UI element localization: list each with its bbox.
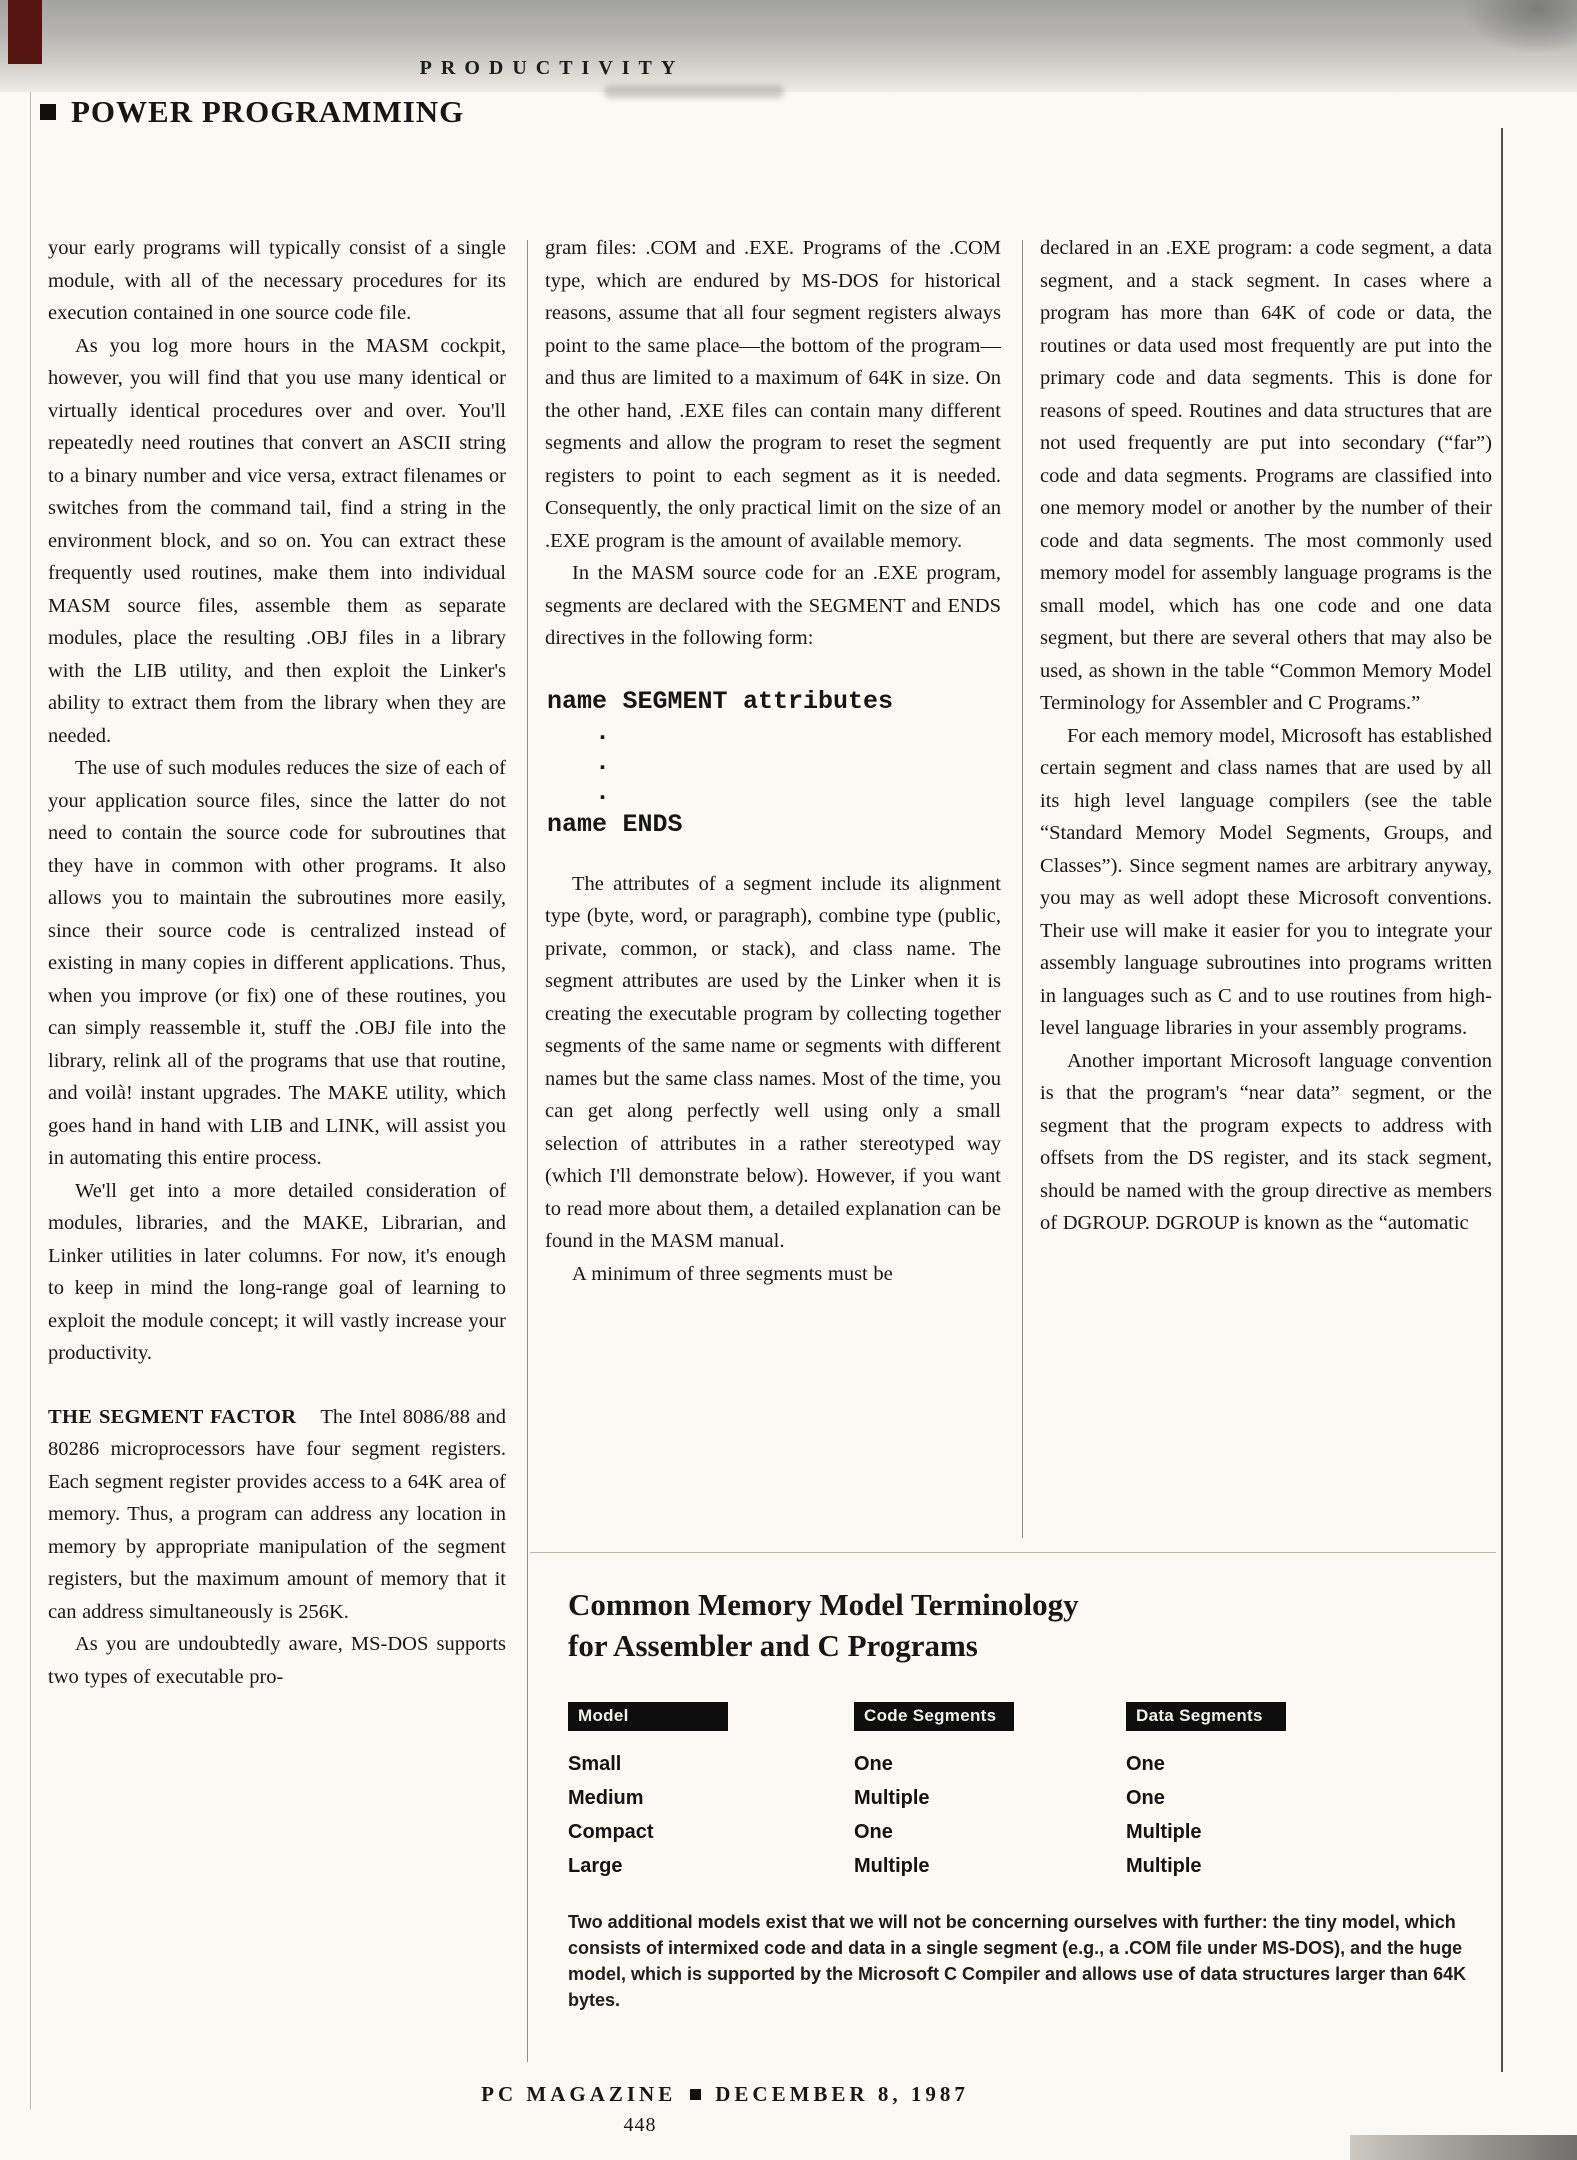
article-column-2 [545, 232, 1001, 1290]
footer-magazine: PC MAGAZINE [481, 2082, 677, 2106]
code-line: . [595, 717, 611, 747]
paragraph: gram files: .COM and .EXE. Programs of the .COM type, which are endured by MS-DOS for historical reasons, assume that all four segment registers always point to the same place—the bottom of the program—and thus are limited to a maximum of 64K in size. On the other hand, .EXE files can contain many different segments and allow the program to reset the segment registers to point to each segment as it is needed. Consequently, the only practical limit on the size of an .EXE program is the amount of available memory. [545, 237, 1001, 552]
cell-data-segments: One [1126, 1787, 1165, 1809]
table-row [568, 1849, 1494, 1883]
cell-data-segments: One [1126, 1753, 1165, 1775]
page-kicker: PRODUCTIVITY [419, 57, 685, 79]
scan-artifact-bottom [1350, 2135, 1577, 2160]
code-line: name ENDS [547, 809, 683, 839]
square-bullet-icon [40, 104, 56, 120]
article-column-1 [48, 232, 506, 1693]
cell-model: Compact [568, 1821, 654, 1843]
memory-model-table [532, 1560, 1494, 2060]
table-header-row [568, 1702, 1494, 1731]
code-line: . [595, 747, 611, 777]
cell-data-segments: Multiple [1126, 1855, 1202, 1877]
paragraph: We'll get into a more detailed consideration of modules, libraries, and the MAKE, Librarian, and Linker utilities in later columns. For now, it's enough to keep in mind the long-range goal of learning to exploit the module concept; it will vastly increase your productivity. [48, 1179, 506, 1364]
gray-blotch-artifact [1462, 0, 1577, 54]
paragraph-text: The Intel 8086/88 and 80286 microprocessors have four segment registers. Each segment register provides access to a 64K area of memory. Thus, a program can address any location in memory by appropriate manipulation of the segment registers, but the maximum amount of memory that it can address simultaneously is 256K. [48, 1405, 506, 1623]
paragraph: A minimum of three segments must be [572, 1262, 893, 1285]
ink-smudge-artifact [604, 85, 784, 98]
runin-heading: THE SEGMENT FACTOR [48, 1405, 297, 1428]
footer-date: DECEMBER 8, 1987 [715, 2082, 969, 2106]
table-row [568, 1781, 1494, 1815]
paragraph: The use of such modules reduces the size of each of your application source files, since the latter do not need to contain the source code for subroutines that they have in common with other programs. It also allows you to maintain the subroutines more easily, since their source code is centralized instead of existing in many copies in different applications. Thus, when you improve (or fix) one of these routines, you can simply reassemble it, stuff the .OBJ file into the library, relink all of the programs that use that routine, and voilà! instant upgrades. The MAKE utility, which goes hand in hand with LIB and LINK, will assist you in automating this entire process. [48, 757, 506, 1169]
paragraph: declared in an .EXE program: a code segment, a data segment, and a stack segment. In cases where a program has more than 64K of code or data, the routines or data used most frequently are put into the primary code and data segments. This is done for reasons of speed. Routines and data structures that are not used frequently are put into secondary (“far”) code and data segments. Programs are classified into one memory model or another by the number of their code and data segments. The most commonly used memory model for assembly language programs is the small model, which has one code and one data segment, but there are several others that may also be used, as shown in the table “Common Memory Model Terminology for Assembler and C Programs.” [1040, 237, 1492, 714]
paragraph: The attributes of a segment include its alignment type (byte, word, or paragraph), combine type (public, private, common, or stack), and class name. The segment attributes are used by the Linker when it is creating the executable program by collecting together segments of the same name or segments with different names but the same class names. Most of the time, you can get along perfectly well using only a small selection of attributes in a rather stereotyped way (which I'll demonstrate below). However, if you want to read more about them, a detailed explanation can be found in the MASM manual. [545, 872, 1001, 1252]
cell-code-segments: One [854, 1821, 893, 1843]
column-rule-1 [527, 240, 528, 2062]
paragraph: For each memory model, Microsoft has established certain segment and class names that are used by all its high level language compilers (see the table “Standard Memory Model Segments, Groups, and Classes”). Since segment names are arbitrary anyway, you may as well adopt these Microsoft conventions. Their use will make it easier for you to integrate your assembly language subroutines into programs written in languages such as C and to use routines from high-level language libraries in your assembly programs. [1040, 724, 1492, 1039]
table-header-data-segments: Data Segments [1126, 1702, 1286, 1731]
section-heading [40, 94, 464, 130]
cell-model: Large [568, 1855, 623, 1877]
section-title: POWER PROGRAMMING [71, 94, 465, 129]
paragraph: As you are undoubtedly aware, MS-DOS supports two types of executable pro- [48, 1633, 506, 1688]
code-line: . [595, 777, 611, 807]
page-footer [60, 2082, 1390, 2107]
table-header-model: Model [568, 1702, 728, 1731]
table-row [568, 1815, 1494, 1849]
table-title [568, 1584, 1494, 1666]
square-bullet-icon [690, 2089, 701, 2100]
table-row [568, 1747, 1494, 1781]
code-line: name SEGMENT attributes [547, 686, 894, 716]
cell-model: Medium [568, 1787, 644, 1809]
article-column-3 [1040, 232, 1492, 1240]
paragraph: your early programs will typically consist of a single module, with all of the necessary procedures for its execution contained in one source code file. [48, 237, 506, 324]
red-strip-artifact [8, 0, 42, 64]
cell-model: Small [568, 1753, 622, 1775]
cell-code-segments: One [854, 1753, 893, 1775]
page-number: 448 [623, 2114, 657, 2136]
paragraph: As you log more hours in the MASM cockpit, however, you will find that you use many identical or virtually identical procedures over and over. You'll repeatedly need routines that convert an ASCII string to a binary number and vice versa, extract filenames or switches from the command tail, find a string in the environment block, and so on. You can extract these frequently used routines, make them into individual MASM source files, assemble them as separate modules, place the resulting .OBJ files in a library with the LIB utility, and then exploit the Linker's ability to extract them from the library when they are needed. [48, 334, 506, 747]
paragraph-with-runin-heading [48, 1401, 506, 1629]
paragraph: Another important Microsoft language convention is that the program's “near data” segment, or the segment that the program expects to address with offsets from the DS register, and its stack segment, should be named with the group directive as members of DGROUP. DGROUP is known as the “automatic [1040, 1049, 1492, 1234]
code-listing [547, 685, 1001, 841]
cell-code-segments: Multiple [854, 1855, 930, 1877]
cell-data-segments: Multiple [1126, 1821, 1202, 1843]
table-footnote: Two additional models exist that we will not be concerning ourselves with further: the tiny model, which consists of intermixed code and data in a single segment (e.g., a .COM file under MS-DOS), and the huge model, which is supported by the Microsoft C Compiler and allows use of data structures larger than 64K bytes. [568, 1912, 1467, 2010]
scan-artifact-band [0, 0, 1577, 92]
table-title-line1: Common Memory Model Terminology [568, 1587, 1079, 1622]
table-header-code-segments: Code Segments [854, 1702, 1014, 1731]
page-rule-left [30, 92, 31, 2110]
column-rule-2 [1022, 240, 1023, 1538]
cell-code-segments: Multiple [854, 1787, 930, 1809]
table-top-rule [530, 1552, 1496, 1553]
table-title-line2: for Assembler and C Programs [568, 1628, 978, 1663]
page-rule-right [1501, 128, 1503, 2072]
paragraph: In the MASM source code for an .EXE program, segments are declared with the SEGMENT and ENDS directives in the following form: [545, 562, 1001, 649]
